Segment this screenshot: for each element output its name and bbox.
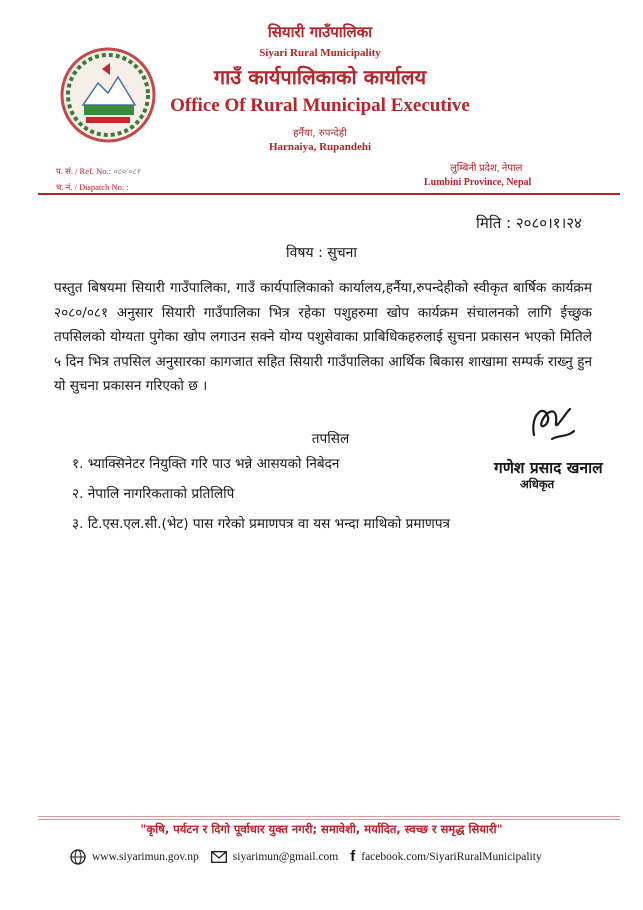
footer-slogan: "कृषि, पर्यटन र दिगो पूर्वाधार युक्त नगरी; समावेशी, मर्यादित, स्वच्छ र समृद्ध सियारी" (140, 822, 503, 836)
footer-divider (38, 819, 620, 820)
letter-body: पस्तुत बिषयमा सियारी गाउँपालिका, गाउँ कार्यपालिकाको कार्यालय,हर्नैया,रुपन्देहीको स्वीकृत बार्षिक कार्यक्रम २०८०/०८१ अनुसार सियारी गाउँपालिका भित्र रहेका पशुहरुमा खोप कार्यक्रम संचालनको लागि ईच्छुक तपसिलको योग्यता पुगेका खोप लगाउन सक्ने योग्य पशुसेवाका प्राबिधिकहरुलाई सुचना प्रकासन भएको मितिले ५ दिन भित्र तपसिल अनुसारका कागजात सहित सियारी गाउँपालिका आर्थिक बिकास शाखामा सम्पर्क राख्नु हुन यो सुचना प्रकासन गरिएको छ । (54, 280, 592, 394)
address-en: Harnaiya, Rupandehi (268, 141, 372, 153)
website-link[interactable]: www.siyarimun.gov.np (92, 850, 199, 863)
header-divider (38, 193, 620, 195)
municipality-name-en: Siyari Rural Municipality (259, 47, 381, 59)
handwritten-signature (524, 395, 580, 451)
ref-number (56, 166, 140, 177)
email-link[interactable]: siyarimun@gmail.com (232, 850, 339, 863)
website-contact (70, 849, 199, 865)
facebook-link[interactable]: facebook.com/SiyariRuralMunicipality (361, 850, 542, 863)
letter-date: मिति : २०८०।१।२४ (476, 214, 582, 232)
globe-icon (70, 849, 86, 865)
address-np: हर्नैया, रुपन्देही (293, 128, 347, 139)
office-name-np: गाउँ कार्यपालिकाको कार्यालय (213, 65, 427, 89)
footer-divider (38, 816, 620, 817)
province-en: Lumbini Province, Nepal (424, 177, 532, 188)
province-np: लुम्बिनी प्रदेश, नेपाल (450, 163, 523, 174)
ref-label: प. सं. / Ref. No.: (56, 166, 111, 176)
office-name-en: Office Of Rural Municipal Executive (170, 95, 470, 116)
list-item: ३. टि.एस.एल.सी.(भेट) पास गरेको प्रमाणपत्र वा यस भन्दा माथिको प्रमाणपत्र (72, 516, 451, 532)
footer-contacts (70, 848, 554, 865)
signatory-title: अधिकृत (520, 477, 555, 491)
tapasil-heading: तपसिल (311, 431, 350, 447)
municipality-name-np: सियारी गाउँपालिका (267, 23, 373, 41)
facebook-contact (350, 848, 541, 865)
letter-subject: विषय : सुचना (286, 245, 357, 261)
facebook-icon: f (350, 848, 356, 865)
email-icon (211, 851, 227, 863)
email-contact (211, 851, 338, 863)
list-item: २. नेपालि नागरिकताको प्रतिलिपि (72, 486, 235, 502)
requirements-list (72, 452, 450, 542)
signatory-name: गणेश प्रसाद खनाल (494, 459, 603, 477)
ref-value: ०८०/०८१ (113, 167, 141, 176)
list-item: १. भ्याक्सिनेटर नियुक्ति गरि पाउ भन्ने आसयको निबेदन (72, 456, 340, 472)
dispatch-label: च. नं. / Dispatch No. : (56, 182, 129, 192)
